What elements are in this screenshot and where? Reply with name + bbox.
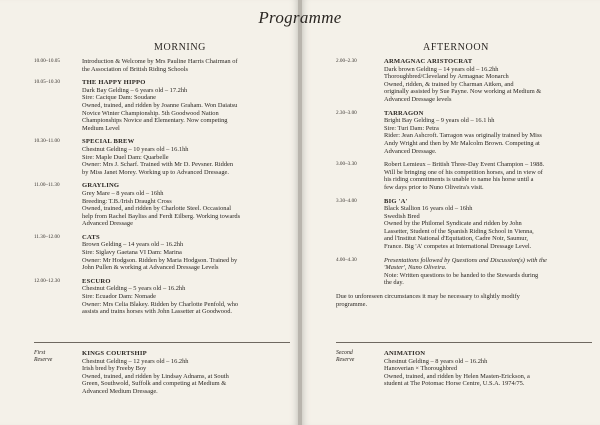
item-italic-line: 'Master', Nuno Oliveira. [384,264,447,272]
item-line: by Miss Janet Morey. Working up to Advanced Dressage. [82,168,229,176]
programme-item [34,58,292,73]
item-line: Introduction & Welcome by Mrs Pauline Harris Chairman of [82,58,238,65]
horse-name: TARRAGON [384,109,424,117]
item-line: few days prior to Nuno Oliveira's visit. [384,183,484,191]
item-line: Bright Bay Gelding – 9 years old – 16.1 hh [384,117,495,125]
programme-item [34,138,292,176]
item-line: Owned, trained, and ridden by Charlotte Steel. Occasional [82,205,232,213]
item-time: 2.00–2.30 [336,58,357,64]
item-body [82,278,292,316]
reserve-line: Owned, trained, and ridden by Lindsay Adnams, at South [82,372,229,380]
item-body [384,110,598,156]
item-line: Lassetter, Student of the Spanish Riding School in Vienna, [384,227,534,235]
reserve-line: Green, Southwold, Suffolk and competing at Medium & [82,380,227,388]
item-line: the Association of British Riding Schools [82,65,188,73]
item-line: Will be bringing one of his competition horses, and in view of [384,168,543,176]
programme-item [336,58,598,104]
afternoon-schedule [336,58,598,314]
item-time: 10.30–11.00 [34,138,60,145]
item-line: Medium Level [82,124,120,132]
item-line: Brown Gelding – 14 years old – 16.2hh [82,241,184,249]
item-time: 10.05–10.30 [34,79,60,86]
reserve-label-line: Reserve [336,357,355,363]
item-italic-line: Presentations followed by Questions and Discussion(s) with the [384,256,547,264]
item-line: John Pullen & working at Advanced Dressage Levels [82,264,219,272]
item-line: Black Stallion 16 years old – 16hh [384,205,473,213]
item-time: 11.00–11.30 [34,182,60,189]
horse-name: ARMAGNAC ARISTOCRAT [384,58,473,65]
reserve-divider-left [34,342,290,343]
reserve-line: Irish bred by Freeby Boy [82,365,147,373]
note-line: programme. [336,300,368,308]
morning-schedule [34,58,292,322]
programme-item [34,79,292,132]
reserve-label-line: First [34,350,46,356]
horse-name: THE HAPPY HIPPO [82,79,146,87]
programme-item [336,110,598,156]
reserve-body [82,350,292,396]
item-line: Thoroughbred/Cleveland by Armagnac Monarch [384,73,509,81]
item-line: Note: Written questions to be handed to the Stewards during [384,271,539,279]
horse-name: BIG 'A' [384,197,408,205]
reserve-line: Chestnut Gelding – 12 years old – 16.2hh [82,357,189,365]
item-line: Breeding: T.B./Irish Draught Cross [82,197,172,205]
item-line: and l'Institut National d'Equitation, Cadre Noir, Saumur, [384,235,528,243]
item-line: Owned, trained, and ridden by Joanne Graham. Won Daiatsu [82,101,238,109]
programme-item [336,257,598,287]
item-body [82,79,292,132]
item-line: Owner: Mrs Celia Blakey. Ridden by Charlotte Penfold, who [82,300,239,308]
note-line: Due to unforeseen circumstances it may be necessary to slightly modify [336,293,520,301]
reserve-label [34,350,82,396]
item-line: originally assisted by Sue Payne. Now working at Medium & [384,88,542,96]
item-body [384,161,598,191]
item-body [384,58,598,104]
item-line: Advanced Dressage [82,220,133,228]
horse-name: KINGS COURTSHIP [82,350,147,357]
item-time: 4.00–4.30 [336,256,357,263]
item-time: 3.00–3.30 [336,161,357,168]
item-line: Dark brown Gelding – 14 years old – 16.2hh [384,65,499,73]
note-body [336,293,598,308]
item-line: his riding commitments is unable to name his horse until a [384,176,534,184]
second-reserve [336,350,598,388]
reserve-line: Advanced Medium Dressage. [82,387,158,395]
reserve-line: Owned, trained, and ridden by Helen Masten-Erickson, a [384,372,530,380]
programme-item [336,198,598,251]
item-line: Robert Lemieux – British Three-Day Event Champion – 1988. [384,161,545,169]
item-line: Sire: Cacique Dam: Soudane [82,94,157,102]
programme-item [336,161,598,191]
item-line: Owned, ridden, & trained by Charman Aitken, and [384,80,514,88]
item-body [82,138,292,176]
item-body [82,58,292,73]
horse-name: ESCURO [82,277,111,285]
item-line: France. Big 'A' competes at International Dressage Level. [384,243,532,251]
item-body [82,234,292,272]
reserve-label-line: Second [336,350,353,356]
reserve-divider-right [336,342,592,343]
item-line: Chestnut Gelding – 10 years old – 16.1hh [82,145,189,153]
reserve-line: student at The Potomac Horse Centre, U.S.A. 1974/75. [384,380,525,388]
item-time: 2.30–3.00 [336,109,357,116]
item-line: Andy Wright and then by Mr Malcolm Brown. Competing at [384,139,540,147]
item-line: help from Rachel Bayliss and Ferdi Eilberg. Working towards [82,212,241,220]
reserve-line: Chestnut Gelding – 8 years old – 16.2hh [384,357,488,365]
page-title: Programme [258,8,342,27]
morning-heading: MORNING [154,42,206,53]
item-line: assists and trains horses with John Lassetter at Goodwood. [82,308,232,316]
item-line: Advanced Dressage. [384,147,437,155]
item-line: Sire: Maple Duel Dam: Quarbelle [82,153,169,161]
item-line: Owned by the Philomel Syndicate and ridden by John [384,220,522,228]
horse-name: GRAYLING [82,182,120,190]
item-line: Swedish Bred [384,212,420,220]
modification-note [336,293,598,308]
first-reserve [34,350,292,396]
reserve-label-line: Reserve [34,357,53,363]
item-line: the day. [384,279,404,287]
item-time: 10.00–10.05 [34,58,60,64]
item-time: 11.30–12.00 [34,233,60,240]
afternoon-heading: AFTERNOON [423,42,489,53]
item-line: Dark Bay Gelding – 6 years old – 17.2hh [82,86,188,94]
item-line: Championships Novice and Elementary. Now competing [82,117,228,125]
item-line: Rider: Jean Ashcroft. Tarragon was originally trained by Miss [384,132,542,140]
reserve-line: Hanoverian × Thoroughbred [384,365,458,373]
horse-name: CATS [82,233,100,241]
item-body [384,198,598,251]
programme-item [34,234,292,272]
horse-name: ANIMATION [384,350,426,357]
item-line: Sire: Turi Dam: Petra [384,124,439,132]
reserve-label [336,350,384,388]
programme-item [34,182,292,228]
reserve-body [384,350,598,388]
item-line: Sire: Siglavy Gaetana VI Dam: Marina [82,249,182,257]
item-time: 12.00–12.30 [34,277,60,284]
item-body [384,257,598,287]
item-body [82,182,292,228]
item-line: Novice Winter Championship. 5th Goodwood Nation [82,109,219,117]
item-line: Grey Mare – 8 years old – 16hh [82,189,164,197]
horse-name: SPECIAL BREW [82,138,135,146]
item-line: Sire: Ecuador Dam: Nomade [82,293,157,301]
item-line: Owner: Mr Hodgson. Ridden by Maria Hodgson. Trained by [82,256,238,264]
item-line: Chestnut Gelding – 5 years old – 16.2hh [82,285,186,293]
programme-item [34,278,292,316]
item-time: 3.30–4.00 [336,197,357,204]
item-line: Owner: Mrs J. Scharf. Trained with Mr D. Pevsner. Ridden [82,161,234,169]
item-line: Advanced Dressage levels [384,95,452,103]
